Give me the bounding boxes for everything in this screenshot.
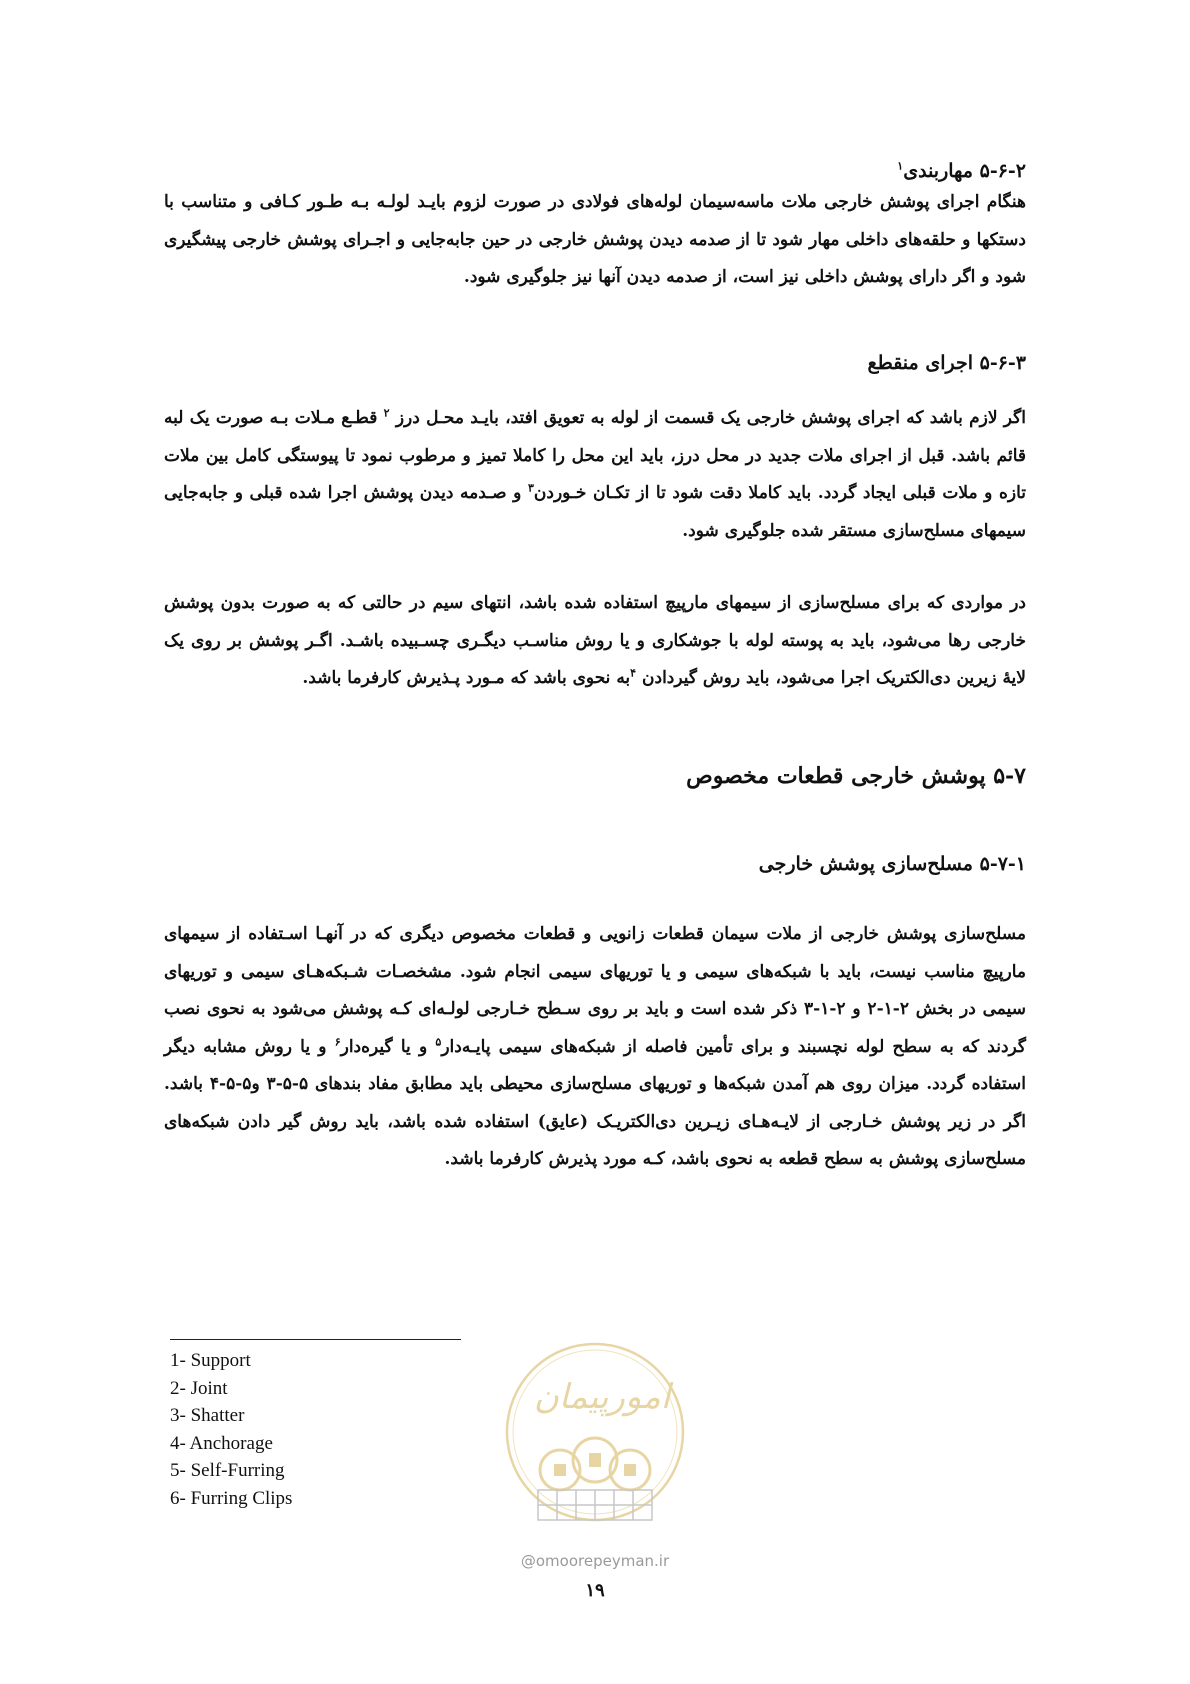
at-icon: @	[520, 1552, 536, 1570]
paragraph-text: اگر لازم باشد که اجرای پوشش خارجی یک قسمت از لوله به تعویق افتد، بایـد محـل درز	[395, 408, 1026, 428]
paragraph-text: به نحوی باشد که مـورد پـذیرش کارفرما باشد.	[302, 668, 631, 688]
footnote-item: 3- Shatter	[170, 1405, 245, 1426]
logo-lettering: امورپیمان	[533, 1377, 671, 1417]
footnote-ref: ۴	[630, 666, 637, 680]
section-heading-reinforcement: ۵-۷-۱ مسلح‌سازی پوشش خارجی	[758, 853, 1026, 875]
footnote-divider	[170, 1339, 461, 1340]
paragraph-text: و صـدمه دیدن پوشش اجرا شده قبلی و جابه‌جایی سیمهای مسلح‌سازی مستقر شده جلوگیری شود.	[164, 483, 1026, 541]
section-heading-bracing	[166, 160, 1026, 182]
paragraph-text: مسلح‌سازی پوشش خارجی از ملات سیمان قطعات زانویی و قطعات مخصوص دیگری که در آنهـا اسـتفاده از سیمهای مارپیچ مناسب نیست، باید با شبکه‌های سیمی و یا توریهای سیمی انجام شود. مشخصـات شـبکه‌هـای سیمی و توریهای سیمی در بخش ۲-۱-۲ و ۲-۱-۳ ذکر شده است و باید بر روی سـطح خـارجی لولـه‌ای کـه پوشش می‌شود به نحوی نصب گردند که به سطح لوله نچسبند و برای تأمین فاصله از شبکه‌های سیمی پایـه‌دار	[164, 924, 1026, 1057]
footnote-ref: ۲	[383, 406, 390, 420]
paragraph-interrupted-1	[164, 400, 1026, 550]
footnote-ref: ۱	[897, 159, 904, 173]
footnote-item: 6- Furring Clips	[170, 1487, 293, 1509]
footnote-ref: ۳	[527, 481, 534, 495]
footnote-item: 1- Support	[170, 1350, 251, 1371]
paragraph-reinforcement	[164, 916, 1026, 1179]
footnote-item: 5- Self-Furring	[170, 1460, 285, 1481]
footnote-list	[170, 1347, 292, 1512]
watermark-logo-icon	[490, 1340, 700, 1550]
paragraph-interrupted-2	[164, 585, 1026, 698]
section-heading-special-parts: ۵-۷ پوشش خارجی قطعات مخصوص	[686, 763, 1026, 789]
paragraph-text: قطـع مـلات بـه صورت یک لبه قائم باشد. قبل از اجرای ملات جدید در محل درز، باید این محل را کاملا تمیز و مرطوب نمود تا پیوستگی کامل بین ملات تازه و ملات قبلی ایجاد گردد. باید کاملا دقت شود تا از تکـان خـوردن	[164, 408, 1026, 503]
footnote-item: 4- Anchorage	[170, 1432, 273, 1454]
paragraph-text: و یا روش مشابه دیگر استفاده گردد. میزان روی هم آمدن شبکه‌ها و توریهای مسلح‌سازی محیطی باید مطابق مفاد بندهای ۵-۵-۳ و۵-۵-۴ باشد. اگر در زیر پوشش خـارجی از لایـه‌هـای زیـرین دی‌الکتریـک (عایق) استفاده شده باشد، باید روش گیر دادن شبکه‌های مسلح‌سازی پوشش به سطح قطعه به نحوی باشد، کـه مورد پذیرش کارفرما باشد.	[164, 1036, 1026, 1169]
watermark-site-url	[0, 1552, 1190, 1570]
paragraph-text: در مواردی که برای مسلح‌سازی از سیمهای مارپیچ استفاده شده باشد، انتهای سیم در حالتی که به صورت بدون پوشش خارجی رها می‌شود، باید به پوسته لوله با جوشکاری و یا روش مناسـب دیگـری چسـبیده باشـد. اگـر پوشش بر روی یک لایهٔ زیرین دی‌الکتریک اجرا می‌شود، باید روش گیردادن	[164, 593, 1026, 688]
footnote-ref: ۶	[334, 1034, 341, 1048]
paragraph-bracing: هنگام اجرای پوشش خارجی ملات ماسه‌سیمان لوله‌های فولادی در صورت لزوم بایـد لولـه بـه طـور کـافی و متناسب با دستکها و حلقه‌های داخلی مهار شود تا از صدمه دیدن پوشش خارجی در حین جابه‌جایی و اجـرای پوشش خارجی پیشگیری شود و اگر دارای پوشش داخلی نیز است، از صدمه دیدن آنها نیز جلوگیری شود.	[164, 192, 1026, 287]
site-url-text: omoorepeyman.ir	[535, 1552, 670, 1570]
section-heading-interrupted: ۵-۶-۳ اجرای منقطع	[867, 352, 1026, 374]
footnote-ref: ۵	[435, 1034, 442, 1048]
footnote-item: 2- Joint	[170, 1377, 228, 1399]
heading-text: ۵-۶-۲ مهاربندی	[903, 160, 1026, 182]
page-number: ۱۹	[585, 1580, 605, 1601]
paragraph-text: و یا گیره‌دار	[340, 1036, 428, 1057]
